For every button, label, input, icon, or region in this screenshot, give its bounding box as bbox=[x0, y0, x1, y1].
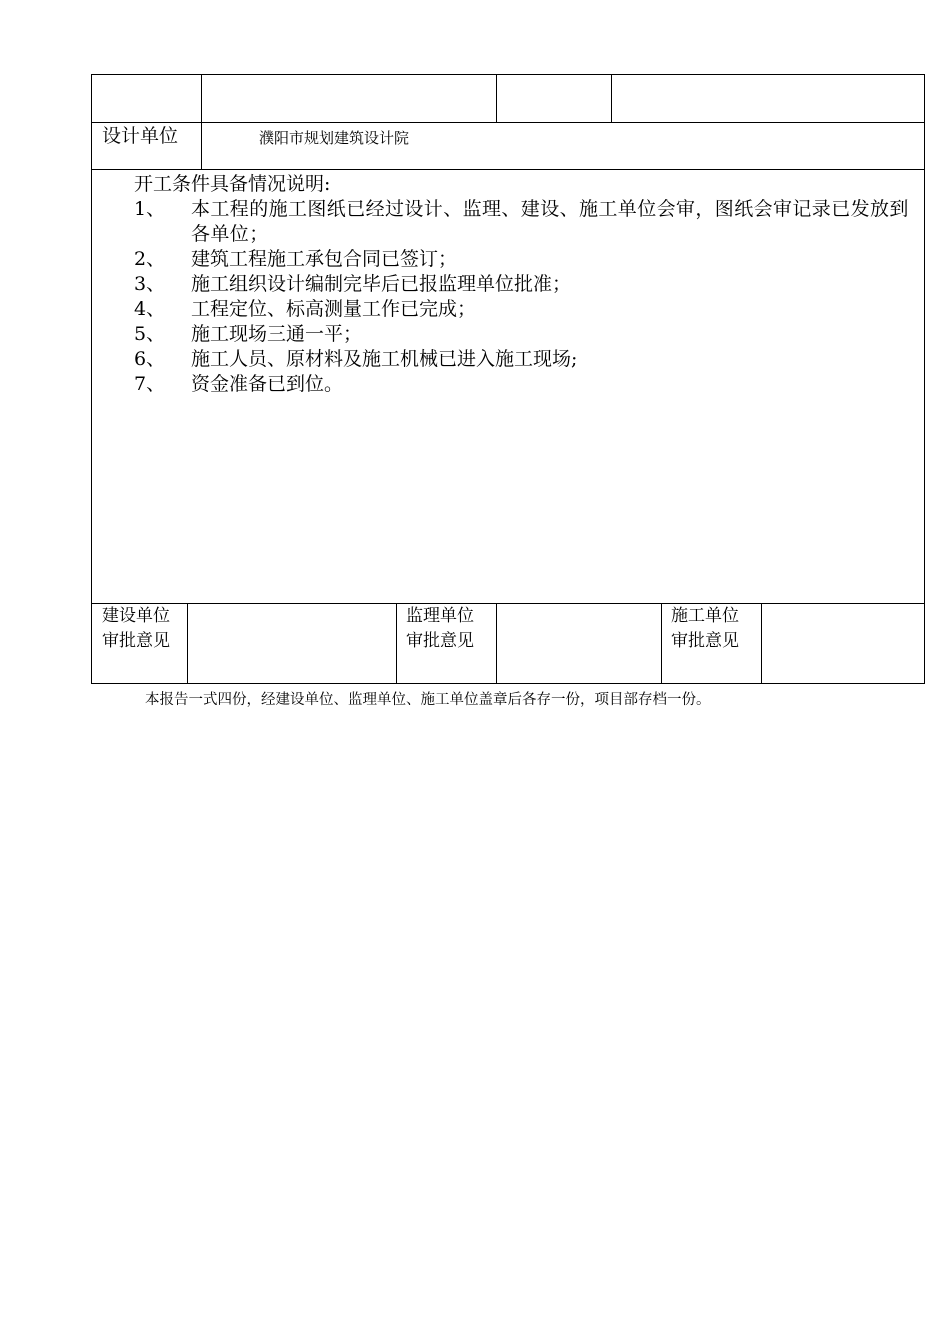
contractor-unit-approval-label bbox=[671, 604, 739, 654]
approval-label-line: 监理单位 bbox=[406, 606, 474, 626]
contractor-unit-approval-field[interactable] bbox=[762, 604, 924, 683]
design-unit-value: 濮阳市规划建筑设计院 bbox=[259, 129, 410, 147]
blank-cell[interactable] bbox=[612, 75, 924, 121]
item-text: 施工组织设计编制完毕后已报监理单位批准； bbox=[191, 273, 572, 295]
approval-label-line: 审批意见 bbox=[406, 631, 474, 651]
column-divider bbox=[396, 603, 397, 684]
item-number: 3、 bbox=[134, 273, 166, 295]
row-divider bbox=[91, 169, 925, 170]
blank-cell[interactable] bbox=[202, 75, 495, 121]
item-number: 2、 bbox=[134, 248, 166, 270]
item-text: 建筑工程施工承包合同已签订； bbox=[191, 248, 458, 270]
supervision-unit-approval-field[interactable] bbox=[497, 604, 660, 683]
design-unit-label: 设计单位 bbox=[102, 125, 179, 147]
item-number: 5、 bbox=[134, 323, 166, 345]
item-text: 资金准备已到位。 bbox=[191, 373, 344, 395]
approval-label-line: 施工单位 bbox=[671, 606, 739, 626]
column-divider bbox=[661, 603, 662, 684]
item-text: 本工程的施工图纸已经过设计、监理、建设、施工单位会审，图纸会审记录已发放到各单位； bbox=[191, 198, 909, 245]
item-number: 6、 bbox=[134, 348, 166, 370]
item-text: 施工人员、原材料及施工机械已进入施工现场; bbox=[191, 348, 578, 370]
approval-label-line: 建设单位 bbox=[102, 606, 170, 626]
supervision-unit-approval-label bbox=[406, 604, 474, 654]
blank-cell[interactable] bbox=[497, 75, 610, 121]
construction-unit-approval-field[interactable] bbox=[188, 604, 395, 683]
approval-label-line: 审批意见 bbox=[102, 631, 170, 651]
construction-unit-approval-label bbox=[102, 604, 170, 654]
row-divider bbox=[91, 122, 925, 123]
item-text: 工程定位、标高测量工作已完成； bbox=[191, 298, 477, 320]
item-number: 7、 bbox=[134, 373, 166, 395]
item-text: 施工现场三通一平； bbox=[191, 323, 363, 345]
footnote: 本报告一式四份，经建设单位、监理单位、施工单位盖章后各存一份，项目部存档一份。 bbox=[145, 692, 711, 708]
approval-label-line: 审批意见 bbox=[671, 631, 739, 651]
conditions-heading: 开工条件具备情况说明: bbox=[134, 173, 331, 195]
blank-cell[interactable] bbox=[92, 75, 200, 121]
item-number: 1、 bbox=[134, 198, 166, 220]
item-number: 4、 bbox=[134, 298, 166, 320]
